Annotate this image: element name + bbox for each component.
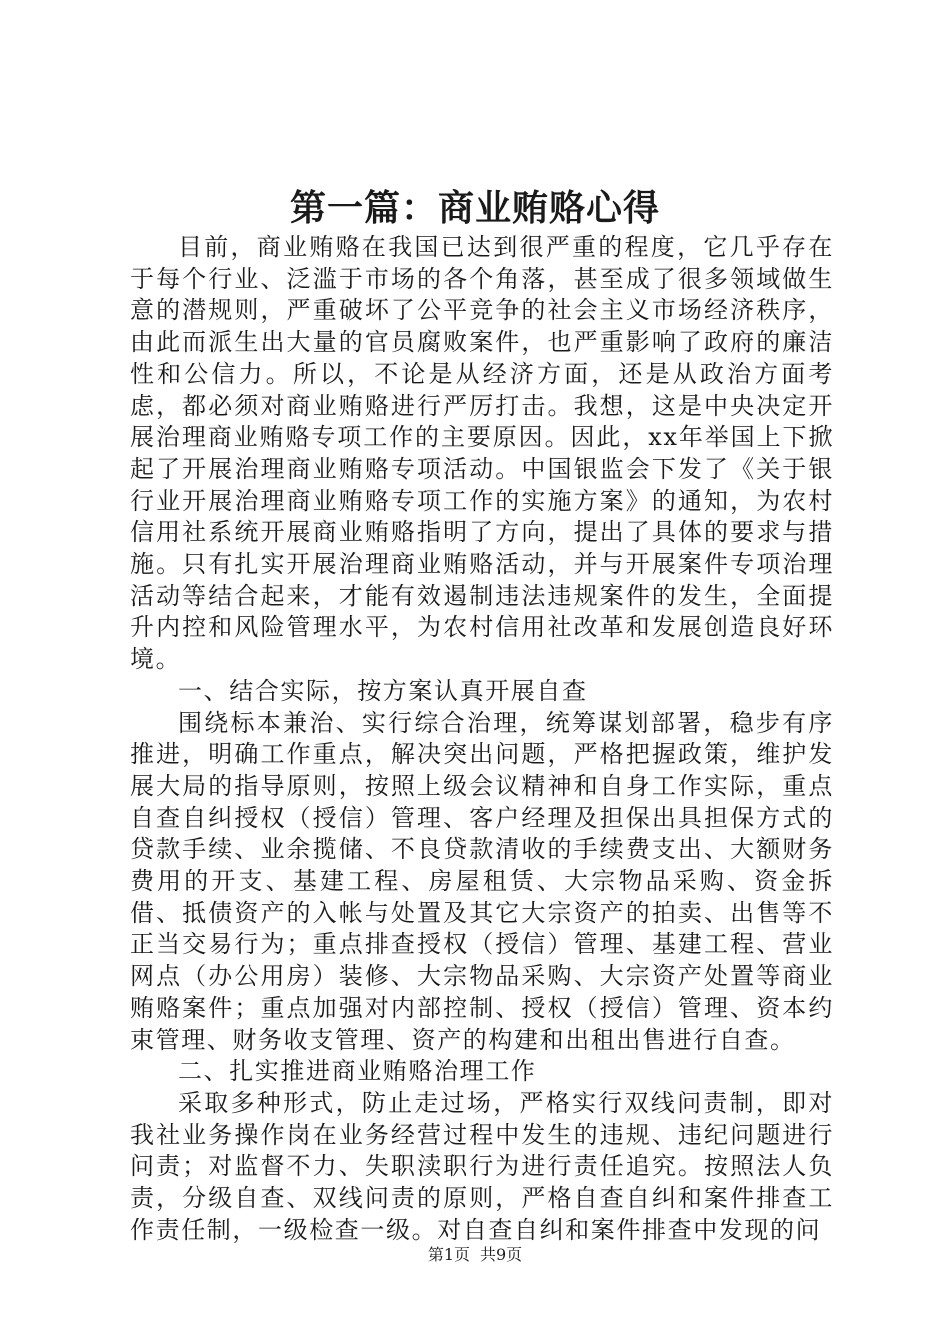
- section-heading-2: 二、扎实推进商业贿赂治理工作: [178, 1057, 537, 1086]
- page-footer: [0, 1243, 950, 1267]
- document-title: 第一篇：商业贿赂心得: [289, 187, 660, 229]
- page-total: 共9页: [480, 1245, 523, 1264]
- paragraph-section-1: 围绕标本兼治、实行综合治理，统筹谋划部署，稳步有序推进，明确工作重点，解决突出问题，严格把握政策，维护发展大局的指导原则，按照上级会议精神和自身工作实际，重点自查自纠授权（授信）管理、客户经理及担保出具担保方式的贷款手续、业余揽储、不良贷款清收的手续费支出、大额财务费用的开支、基建工程、房屋租赁、大宗物品采购、资金拆借、抵债资产的入帐与处置及其它大宗资产的拍卖、出售等不正当交易行为；重点排查授权（授信）管理、基建工程、营业网点（办公用房）装修、大宗物品采购、大宗资产处置等商业贿赂案件；重点加强对内部控制、授权（授信）管理、资本约束管理、财务收支管理、资产的构建和出租出售进行自查。: [130, 708, 834, 1054]
- document-body: [130, 232, 834, 1247]
- paragraph-intro: 目前，商业贿赂在我国已达到很严重的程度，它几乎存在于每个行业、泛滥于市场的各个角落，甚至成了很多领域做生意的潜规则，严重破坏了公平竞争的社会主义市场经济秩序，由此而派生出大量的官员腐败案件，也严重影响了政府的廉洁性和公信力。所以，不论是从经济方面，还是从政治方面考虑，都必须对商业贿赂进行严厉打击。我想，这是中央决定开展治理商业贿赂专项工作的主要原因。因此，xx年举国上下掀起了开展治理商业贿赂专项活动。中国银监会下发了《关于银行业开展治理商业贿赂专项工作的实施方案》的通知，为农村信用社系统开展商业贿赂指明了方向，提出了具体的要求与措施。只有扎实开展治理商业贿赂活动，并与开展案件专项治理活动等结合起来，才能有效遏制违法违规案件的发生，全面提升内控和风险管理水平，为农村信用社改革和发展创造良好环境。: [130, 233, 834, 674]
- section-heading-1: 一、结合实际，按方案认真开展自查: [178, 676, 588, 705]
- paragraph-section-2: 采取多种形式，防止走过场，严格实行双线问责制，即对我社业务操作岗在业务经营过程中发生的违规、违纪问题进行问责；对监督不力、失职渎职行为进行责任追究。按照法人负责，分级自查、双线问责的原则，严格自查自纠和案件排查工作责任制，一级检查一级。对自查自纠和案件排查中发现的问: [130, 1088, 834, 1244]
- page-number: 第1页: [427, 1245, 470, 1264]
